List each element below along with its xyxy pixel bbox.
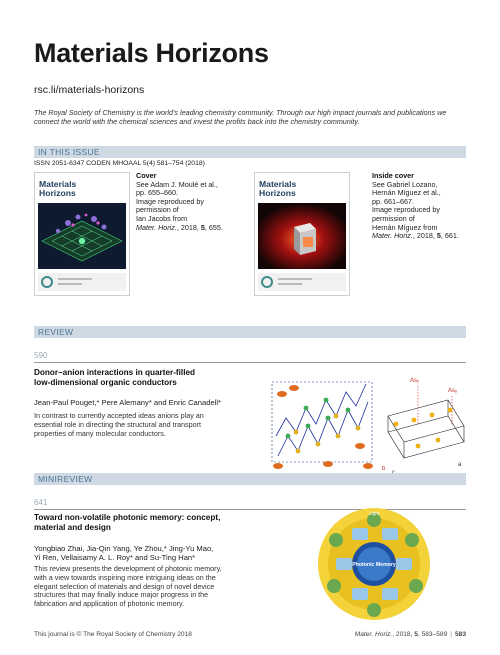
minireview-title[interactable]: Toward non-volatile photonic memory: concept, material and design (34, 513, 221, 532)
minireview-authors: Yongbiao Zhai, Jia-Qin Yang, Ye Zhou,* Jing-Yu Mao, Yi Ren, Vellaisamy A. L. Roy* and Su-Ting Han* (34, 544, 214, 563)
footer-copyright: This journal is © The Royal Society of Chemistry 2018 (34, 631, 192, 638)
minireview-page-number[interactable]: 641 (34, 498, 48, 507)
review-section-label: REVIEW (38, 327, 74, 337)
svg-text:Light: Light (368, 511, 380, 517)
cover-image[interactable] (34, 172, 130, 296)
minireview-abstract: This review presents the development of photonic memory, with a view towards inspiring more intriguing ideas on the elegant selection of materials and design of novel device structures that may finally induce major progress in the fabrication and application of photonic memory. (34, 564, 222, 609)
footer-citation: Mater. Horiz., 2018, 5, 583–589 | 583 (354, 631, 466, 638)
in-this-issue-bar (34, 146, 466, 158)
review-graphic (268, 366, 468, 476)
inside-cover-artwork (258, 203, 346, 269)
inside-cover-footer (258, 273, 346, 291)
minireview-section-label: MINIREVIEW (38, 474, 93, 484)
inside-cover-image[interactable] (254, 172, 350, 296)
issn-line: ISSN 2051-6347 CODEN MHOAAL 5(4) 581–754 (2018) (34, 160, 205, 167)
journal-url[interactable]: rsc.li/materials-horizons (34, 84, 145, 96)
svg-text:b: b (382, 466, 386, 472)
svg-text:a: a (458, 462, 462, 468)
review-title[interactable]: Donor–anion interactions in quarter-filled low-dimensional organic conductors (34, 368, 196, 387)
rsc-logo (41, 276, 53, 288)
inside-cover-caption: Inside cover See Gabriel Lozano, Hernán Míguez et al., pp. 661–667. Image reproduced by permission of Hernán Míguez from Mater. Horiz., 2018, 5, 661. (372, 171, 459, 241)
review-rule (34, 362, 466, 363)
inside-cover-thumb-title: Materials Horizons (259, 179, 297, 198)
review-authors: Jean-Paul Pouget,* Pere Alemany* and Enric Canadell* (34, 398, 222, 407)
minireview-graphic (316, 506, 432, 622)
review-page-number[interactable]: 590 (34, 351, 48, 360)
rsc-logo (261, 276, 273, 288)
svg-text:Asₓ: Asₓ (410, 378, 419, 384)
intro-text: The Royal Society of Chemistry is the world's leading chemistry community. Through our high impact journals and publications we connect the world with the chemical sciences and invest the profits back into the chemistry community. (34, 108, 447, 127)
cover-caption: Cover See Adam J. Moulé et al., pp. 655–660. Image reproduced by permission of Ian Jacobs from Mater. Horiz., 2018, 5, 655. (136, 171, 223, 232)
cover-footer (38, 273, 126, 291)
inside-cover-heading: Inside cover (372, 171, 414, 180)
minireview-section-bar (34, 473, 466, 485)
journal-title: Materials Horizons (34, 38, 269, 68)
cover-thumb-title: Materials Horizons (39, 179, 77, 198)
review-abstract: In contrast to currently accepted ideas anions play an essential role in directing the structural and transport properties of many molecular conductors. (34, 411, 204, 438)
cover-heading: Cover (136, 171, 157, 180)
in-this-issue-label: IN THIS ISSUE (38, 147, 100, 157)
cover-artwork (38, 203, 126, 269)
footer-page-number: 583 (454, 631, 466, 638)
review-section-bar (34, 326, 466, 338)
svg-text:Asᵧ: Asᵧ (448, 388, 457, 394)
svg-text:Photonic Memory: Photonic Memory (352, 562, 396, 568)
